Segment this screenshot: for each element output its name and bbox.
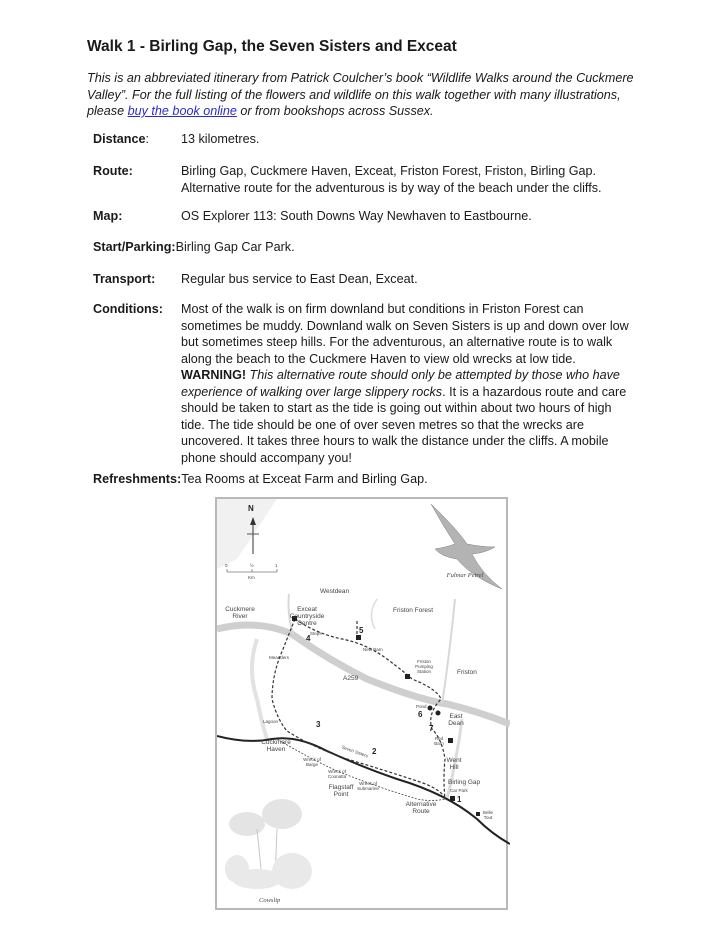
waypoint-3: 3 bbox=[316, 720, 321, 729]
start-parking-label: Start/Parking: bbox=[93, 240, 176, 254]
route-label: Route: bbox=[93, 164, 133, 178]
label-alternative-route: Alternative Route bbox=[405, 801, 437, 815]
label-red-barn: Red Barn bbox=[434, 736, 444, 746]
north-label: N bbox=[248, 504, 254, 513]
waypoint-1: 1 bbox=[457, 795, 462, 804]
waypoint-5: 5 bbox=[359, 626, 364, 635]
walk-route bbox=[272, 619, 445, 799]
distance-value: 13 kilometres. bbox=[181, 132, 260, 146]
flower-caption: Cowslip bbox=[259, 897, 281, 904]
intro-text: This is an abbreviated itinerary from Patrick Coulcher’s book “Wildlife Walks around the Cuckmere Valley”. For the full listing of the flowers and wildlife on this walk together with many illustrations, please bbox=[87, 71, 634, 118]
label-lagoon: Lagoon bbox=[263, 719, 279, 724]
birling-gap-marker bbox=[450, 796, 455, 801]
scale-tick-half: ½ bbox=[250, 563, 254, 568]
waypoint-7: 7 bbox=[429, 724, 434, 733]
label-friston-forest: Friston Forest bbox=[393, 607, 434, 614]
conditions-label: Conditions: bbox=[93, 302, 163, 316]
church-marker bbox=[436, 711, 441, 716]
conditions-value bbox=[181, 301, 636, 466]
conditions-text: Most of the walk is on firm downland but conditions in Friston Forest can sometimes be muddy. Downland walk on Seven Sisters is up and down over low but sometimes steep hills. For the adventurous, an alternative route is to walk along the beach to the Cuckmere Haven to view old wrecks at low tide. bbox=[181, 302, 629, 366]
start-parking-value: Birling Gap Car Park. bbox=[175, 240, 295, 254]
label-exceat: Exceat Countryside Centre bbox=[289, 606, 325, 627]
label-flagstaff-point: Flagstaff Point bbox=[328, 784, 354, 798]
red-barn-marker bbox=[448, 738, 453, 743]
label-a259: A259 bbox=[343, 675, 359, 682]
field-start-parking bbox=[93, 239, 295, 256]
label-pumping-station: Friston Pumping Station bbox=[415, 659, 433, 674]
cuckmere-river bbox=[252, 639, 267, 739]
waypoint-4: 4 bbox=[306, 634, 311, 643]
label-wreck-coonatta: Wreck of Coonatta bbox=[327, 769, 347, 779]
field-refreshments bbox=[93, 471, 428, 488]
scale-tick-0: 0 bbox=[225, 563, 228, 568]
pond-marker bbox=[428, 706, 433, 711]
map-graphics bbox=[217, 499, 510, 912]
label-birling-gap: Birling Gap bbox=[448, 779, 481, 786]
refreshments-value: Tea Rooms at Exceat Farm and Birling Gap. bbox=[181, 472, 428, 486]
label-steps: Steps bbox=[310, 631, 322, 636]
waypoint-2: 2 bbox=[372, 747, 377, 756]
belle-tout-marker bbox=[476, 812, 480, 816]
new-barn-marker bbox=[356, 635, 361, 640]
label-new-barn: New Barn bbox=[363, 647, 383, 652]
label-belle-tout: Belle Tout bbox=[482, 810, 493, 820]
label-friston: Friston bbox=[457, 669, 477, 676]
map-value: OS Explorer 113: South Downs Way Newhaven to Eastbourne. bbox=[181, 209, 532, 223]
scale-unit: Km bbox=[248, 575, 255, 580]
conditions-text-end: . It is a hazardous route and care should be taken to start as the tide is going out within about two hours of high tide. The tide should be one of over seven metres so that the wrecks are uncovered. It takes three hours to walk the distance under the cliffs. A mobile phone should accompany you! bbox=[181, 384, 627, 465]
label-wreck-submarine: Wreck of Submarine bbox=[357, 781, 379, 791]
distance-label: Distance: bbox=[93, 132, 149, 146]
label-meanders: Meanders bbox=[269, 655, 290, 660]
page-title: Walk 1 - Birling Gap, the Seven Sisters and Exceat bbox=[87, 38, 457, 55]
intro-text-end: or from bookshops across Sussex. bbox=[236, 104, 434, 118]
label-seven-sisters: Seven Sisters bbox=[340, 744, 369, 759]
map-label: Map: bbox=[93, 209, 123, 223]
scale-tick-1: 1 bbox=[275, 563, 278, 568]
label-westdean: Westdean bbox=[320, 588, 350, 595]
transport-value: Regular bus service to East Dean, Exceat. bbox=[181, 272, 418, 286]
warning-label: WARNING! bbox=[181, 368, 247, 382]
cowslip-illustration bbox=[225, 799, 312, 889]
waypoint-6: 6 bbox=[418, 710, 423, 719]
refreshments-label: Refreshments: bbox=[93, 472, 182, 486]
route-value: Birling Gap, Cuckmere Haven, Exceat, Friston Forest, Friston, Birling Gap. Alternative route for the adventurous is by way of the beach under the cliffs. bbox=[181, 164, 602, 195]
pumping-station-marker bbox=[405, 674, 410, 679]
transport-label: Transport: bbox=[93, 272, 156, 286]
label-pond: Pond bbox=[416, 704, 427, 709]
intro-paragraph bbox=[87, 70, 647, 120]
buy-book-link[interactable]: buy the book online bbox=[127, 104, 237, 118]
warning-text: This alternative route should only be attempted by those who have experience of walking over large slippery rocks bbox=[181, 368, 620, 399]
bird-caption: Fulmar Petrel bbox=[446, 572, 484, 579]
label-wreck-barge: Wreck of Barge bbox=[303, 757, 321, 767]
walk-map bbox=[215, 497, 508, 910]
label-went-hill: Went Hill bbox=[446, 757, 462, 771]
label-cuckmere-haven: Cuckmere Haven bbox=[261, 739, 291, 753]
label-east-dean: East Dean bbox=[448, 713, 464, 727]
alternative-route bbox=[277, 739, 445, 801]
label-cuckmere-river: Cuckmere River bbox=[225, 606, 255, 620]
label-car-park: Car Park bbox=[450, 788, 468, 793]
